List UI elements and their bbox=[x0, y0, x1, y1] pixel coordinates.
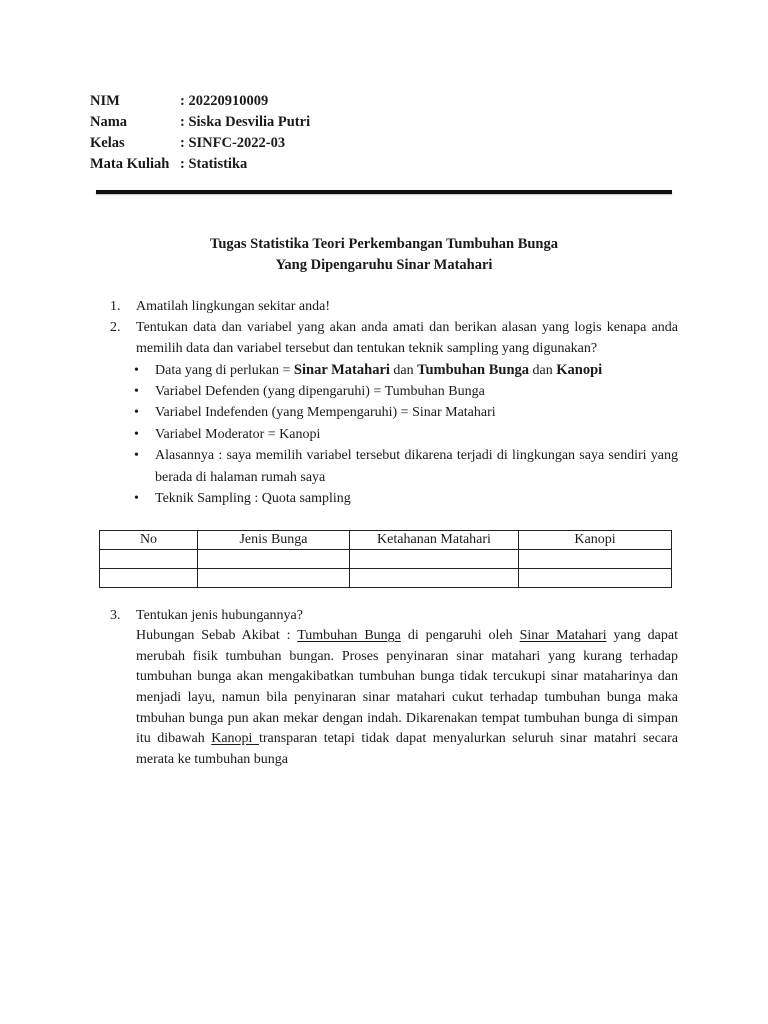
keyword: Tumbuhan Bunga bbox=[417, 361, 530, 378]
info-value: : SINFC-2022-03 bbox=[180, 135, 286, 151]
bullet-sampling-technique: • Teknik Sampling : Quota sampling bbox=[110, 488, 678, 509]
table-cell bbox=[198, 569, 350, 588]
question-2 bbox=[110, 317, 678, 359]
bullet-reason: • Alasannya : saya memilih variabel tersebut dikarena terjadi di lingkungan saya sendiri yang berada di halaman rumah saya bbox=[110, 445, 678, 488]
column-header: Kanopi bbox=[519, 531, 672, 550]
header-divider bbox=[96, 190, 672, 194]
question-list bbox=[110, 296, 678, 509]
question-text: Tentukan jenis hubungannya? bbox=[136, 608, 303, 623]
keyword: Kanopi bbox=[556, 361, 603, 378]
info-label: Nama bbox=[90, 114, 128, 130]
underlined-term: Sinar Matahari bbox=[519, 628, 607, 644]
bullet-dot-icon: • bbox=[134, 491, 139, 507]
title-line-1: Tugas Statistika Teori Perkembangan Tumbuhan Bunga bbox=[210, 236, 558, 252]
info-row-nama bbox=[90, 112, 310, 133]
table-cell bbox=[350, 550, 519, 569]
table-cell bbox=[100, 569, 198, 588]
info-label: NIM bbox=[90, 93, 120, 109]
question-3 bbox=[110, 605, 678, 770]
table-cell bbox=[100, 550, 198, 569]
bullet-dot-icon: • bbox=[134, 448, 139, 464]
info-label: Mata Kuliah bbox=[90, 156, 170, 172]
info-label: Kelas bbox=[90, 135, 125, 151]
title-line-2: Yang Dipengaruhu Sinar Matahari bbox=[275, 257, 493, 273]
observation-table bbox=[99, 530, 672, 588]
question-1 bbox=[110, 296, 678, 317]
underlined-term: Kanopi bbox=[211, 731, 259, 747]
question-text: Tentukan data dan variabel yang akan anda amati dan berikan alasan yang logis kenapa anda memilih data dan variabel tersebut dan tentukan teknik sampling yang digunakan? bbox=[136, 320, 678, 357]
bullet-dependent-variable: • Variabel Defenden (yang dipengaruhi) = Tumbuhan Bunga bbox=[110, 381, 678, 402]
bullet-moderator-variable: • Variabel Moderator = Kanopi bbox=[110, 424, 678, 445]
question-number: 3. bbox=[110, 608, 121, 623]
column-header: No bbox=[100, 531, 198, 550]
answer-bullets bbox=[110, 360, 678, 510]
keyword: Sinar Matahari bbox=[293, 361, 390, 378]
table-row bbox=[100, 569, 672, 588]
bullet-independent-variable: • Variabel Indefenden (yang Mempengaruhi) = Sinar Matahari bbox=[110, 402, 678, 423]
column-header: Jenis Bunga bbox=[198, 531, 350, 550]
table-header-row bbox=[100, 531, 672, 550]
info-row-kelas bbox=[90, 133, 310, 154]
table-cell bbox=[198, 550, 350, 569]
bullet-data-needed: • Data yang di perlukan = Sinar Matahari dan Tumbuhan Bunga dan Kanopi bbox=[110, 360, 678, 381]
info-row-mata-kuliah bbox=[90, 154, 310, 175]
table-cell bbox=[519, 550, 672, 569]
bullet-dot-icon: • bbox=[134, 384, 139, 400]
student-info bbox=[90, 91, 310, 175]
info-row-nim bbox=[90, 91, 310, 112]
info-value: : 20220910009 bbox=[180, 93, 269, 109]
column-header: Ketahanan Matahari bbox=[350, 531, 519, 550]
underlined-term: Tumbuhan Bunga bbox=[297, 628, 401, 644]
document-title bbox=[0, 234, 768, 276]
question-text: Amatilah lingkungan sekitar anda! bbox=[136, 299, 330, 314]
table-row bbox=[100, 550, 672, 569]
info-value: : Statistika bbox=[180, 156, 248, 172]
info-value: : Siska Desvilia Putri bbox=[180, 114, 311, 130]
question-number: 1. bbox=[110, 299, 121, 314]
bullet-dot-icon: • bbox=[134, 362, 139, 378]
bullet-dot-icon: • bbox=[134, 426, 139, 442]
question-number: 2. bbox=[110, 320, 121, 336]
answer-paragraph: Hubungan Sebab Akibat : Tumbuhan Bunga di pengaruhi oleh Sinar Matahari yang dapat merubah fisik tumbuhan bungan. Proses penyinaran sinar matahari yang kurang terhadap tumbuhan bunga akan mengakibatkan tumbuhan bunga tidak tercukupi sinar mataharinya dan menjadi layu, namun bila penyinaran sinar matahari cukut terhadap tumbuhan bunga maka tmbuhan bunga pun akan mekar dengan indah. Dikarenakan tempat tumbuhan bunga di simpan itu dibawah Kanopi transparan tetapi tidak dapat menyalurkan seluruh sinar matahri secara merata ke tumbuhan bunga bbox=[136, 628, 678, 767]
bullet-dot-icon: • bbox=[134, 405, 139, 421]
table-cell bbox=[519, 569, 672, 588]
table-cell bbox=[350, 569, 519, 588]
